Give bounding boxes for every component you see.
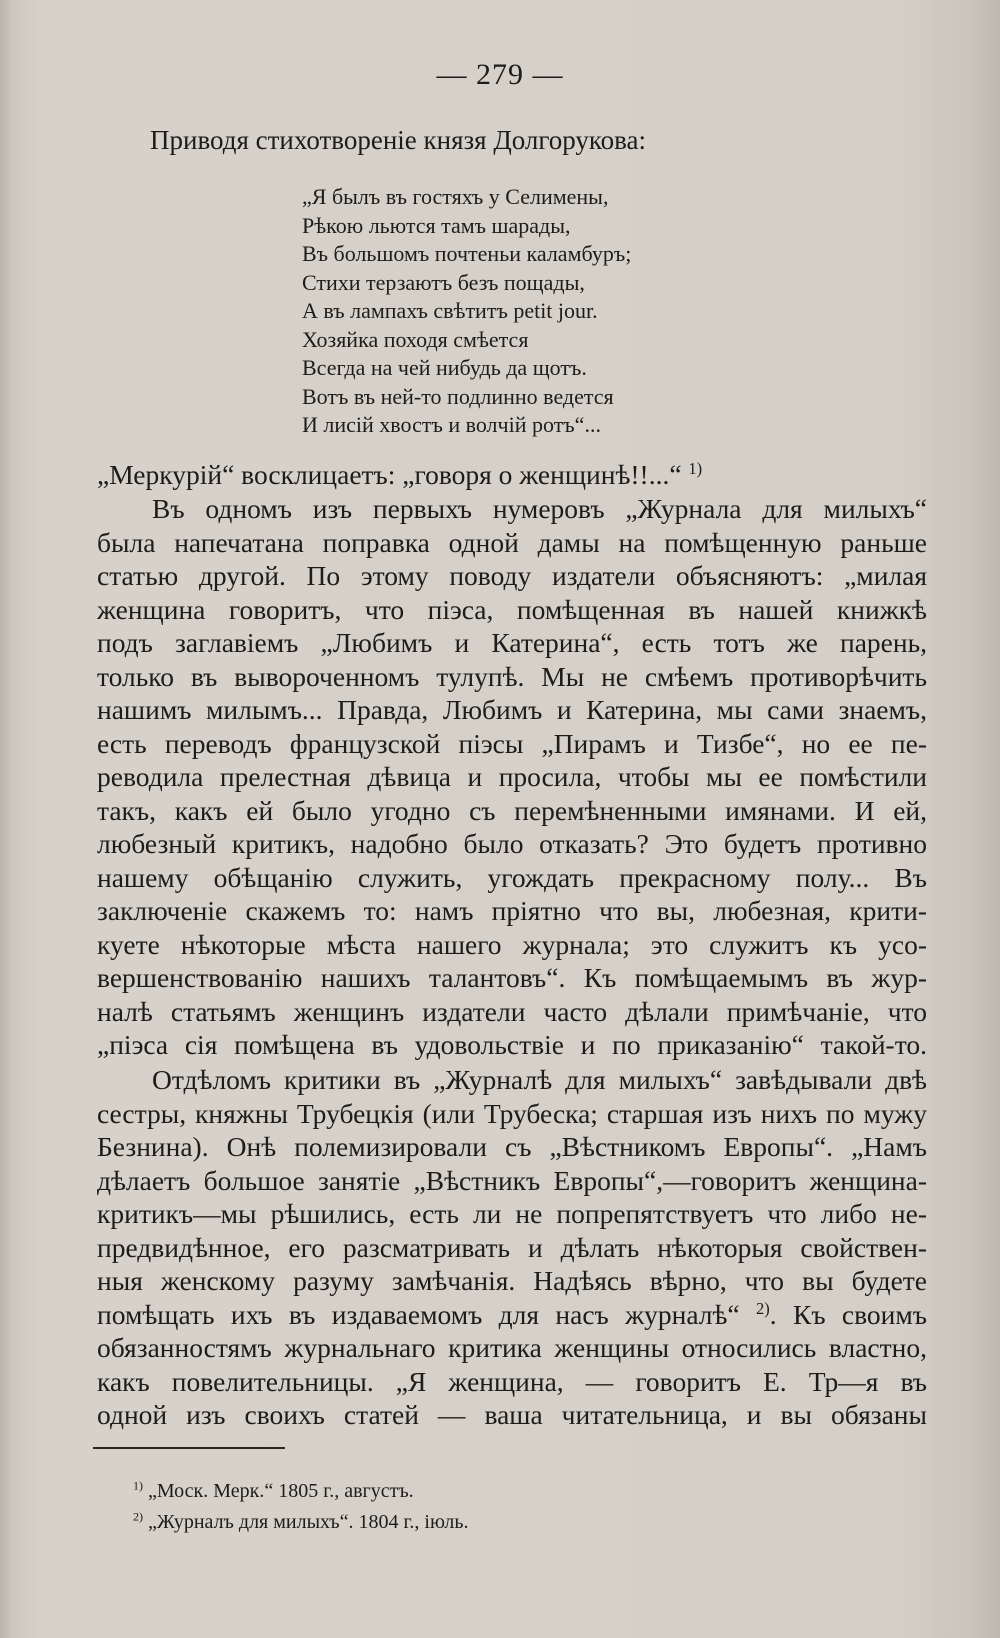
- body-line: „піэса сія помѣщена въ удовольствіе и по приказанію“ такой-то.: [97, 1029, 927, 1060]
- body-line: Въ одномъ изъ первыхъ нумеровъ „Журнала для милыхъ“: [152, 493, 927, 524]
- footnote-text: „Журналъ для милыхъ“. 1804 г., іюль.: [148, 1511, 469, 1533]
- body-line: Отдѣломъ критики въ „Журналѣ для милыхъ“ завѣдывали двѣ: [152, 1064, 927, 1095]
- body-line-with-note: [97, 1298, 927, 1332]
- body-line: предвидѣнное, его разсматривать и дѣлать нѣкоторыя свойствен-: [97, 1231, 927, 1263]
- footnote-2: [133, 1507, 469, 1538]
- body-line: женщина говоритъ, что піэса, помѣщенная въ нашей книжкѣ: [97, 593, 927, 625]
- body-line: была напечатана поправка одной дамы на помѣщенную раньше: [97, 526, 927, 558]
- body-line: только въ вывороченномъ тулупѣ. Мы не смѣемъ противорѣчить: [97, 660, 927, 692]
- body-line: обязанностямъ журнальнаго критика женщины относились властно,: [97, 1332, 927, 1363]
- body-line: куете нѣкоторые мѣста нашего журнала; это служитъ къ усо-: [97, 928, 927, 960]
- footnote-divider: [93, 1447, 285, 1449]
- body-line: Безнина). Онѣ полемизировали съ „Вѣстникомъ Европы“. „Намъ: [97, 1131, 927, 1162]
- footnote-ref-1: 1): [688, 458, 703, 478]
- intro-line: Приводя стихотвореніе князя Долгорукова:: [150, 125, 647, 155]
- poem-line: А въ лампахъ свѣтитъ petit jour.: [302, 298, 598, 323]
- mercury-line: [97, 458, 927, 492]
- body-line: есть переводъ французской піэсы „Пирамъ и Тизбе“, но ее пе-: [97, 727, 927, 759]
- poem-line: „Я былъ въ гостяхъ у Селимены,: [302, 184, 609, 209]
- poem-line: И лисій хвостъ и волчій ротъ“...: [302, 412, 601, 437]
- body-line: нашимъ милымъ... Правда, Любимъ и Катерина, мы сами знаемъ,: [97, 694, 927, 725]
- body-line: любезный критикъ, надобно было отказать? Это будетъ противно: [97, 828, 927, 859]
- poem-block: [302, 183, 631, 440]
- page-number: — 279 —: [436, 58, 564, 91]
- poem-line: Вотъ въ ней-то подлинно ведется: [302, 383, 614, 409]
- body-line-text: помѣщать ихъ въ издаваемомъ для насъ журналѣ“: [97, 1298, 740, 1330]
- body-line: подъ заглавіемъ „Любимъ и Катерина“, есть тотъ же парень,: [97, 627, 927, 658]
- footnote-mark: 2): [133, 1509, 143, 1524]
- poem-line: Стихи терзаютъ безъ пощады,: [302, 269, 585, 295]
- body-line: заключеніе скажемъ то: намъ пріятно что вы, любезная, крити-: [97, 895, 927, 926]
- poem-line: Хозяйка походя смѣется: [302, 326, 529, 352]
- body-line: налѣ статьямъ женщинъ издатели часто дѣлали примѣчаніе, что: [97, 995, 927, 1027]
- body-line: сестры, княжны Трубецкія (или Трубеска; старшая изъ нихъ по мужу: [97, 1097, 927, 1129]
- footnotes: [133, 1476, 469, 1538]
- poem-line: Рѣкою льются тамъ шарады,: [302, 212, 571, 238]
- body-line: вершенствованію нашихъ талантовъ“. Къ помѣщаемымъ въ жур-: [97, 962, 927, 993]
- body-paragraph-1: [97, 492, 927, 1062]
- body-line: дѣлаетъ большое занятіе „Вѣстникъ Европы“,—говоритъ женщина-: [97, 1164, 927, 1196]
- body-paragraph-2: [97, 1063, 927, 1432]
- body-line: реводила прелестная дѣвица и просила, чтобы мы ее помѣстили: [97, 761, 927, 792]
- poem-line: Въ большомъ почтеньи каламбуръ;: [302, 241, 632, 266]
- body-line: ныя женскому разуму замѣчанія. Надѣясь вѣрно, что вы будете: [97, 1265, 927, 1296]
- mercury-line-text: [97, 458, 927, 492]
- body-line: одной изъ своихъ статей — ваша читательница, и вы обязаны: [97, 1399, 927, 1430]
- body-line: нашему обѣщанію служить, угождать прекрасному полу... Въ: [97, 861, 927, 893]
- footnote-ref-2: 2): [756, 1298, 770, 1318]
- footnote-text: „Моск. Мерк.“ 1805 г., августъ.: [148, 1480, 414, 1502]
- footnote-1: [133, 1476, 469, 1507]
- body-line: критикъ—мы рѣшились, есть ли не попрепятствуетъ что либо не-: [97, 1198, 927, 1229]
- mercury-quote: „Меркурій“ восклицаетъ: „говоря о женщинѣ!!...“: [97, 459, 682, 490]
- footnote-mark: 1): [133, 1478, 143, 1493]
- body-line-tail: . Къ своимъ: [769, 1298, 928, 1330]
- body-line: такъ, какъ ей было угодно съ перемѣненными имянами. И ей,: [97, 794, 927, 826]
- body-line: какъ повелительницы. „Я женщина, — говоритъ Е. Тр—я въ: [97, 1365, 927, 1397]
- poem-line: Всегда на чей нибудь да щотъ.: [302, 355, 587, 380]
- body-line: статью другой. По этому поводу издатели объясняютъ: „милая: [97, 560, 927, 591]
